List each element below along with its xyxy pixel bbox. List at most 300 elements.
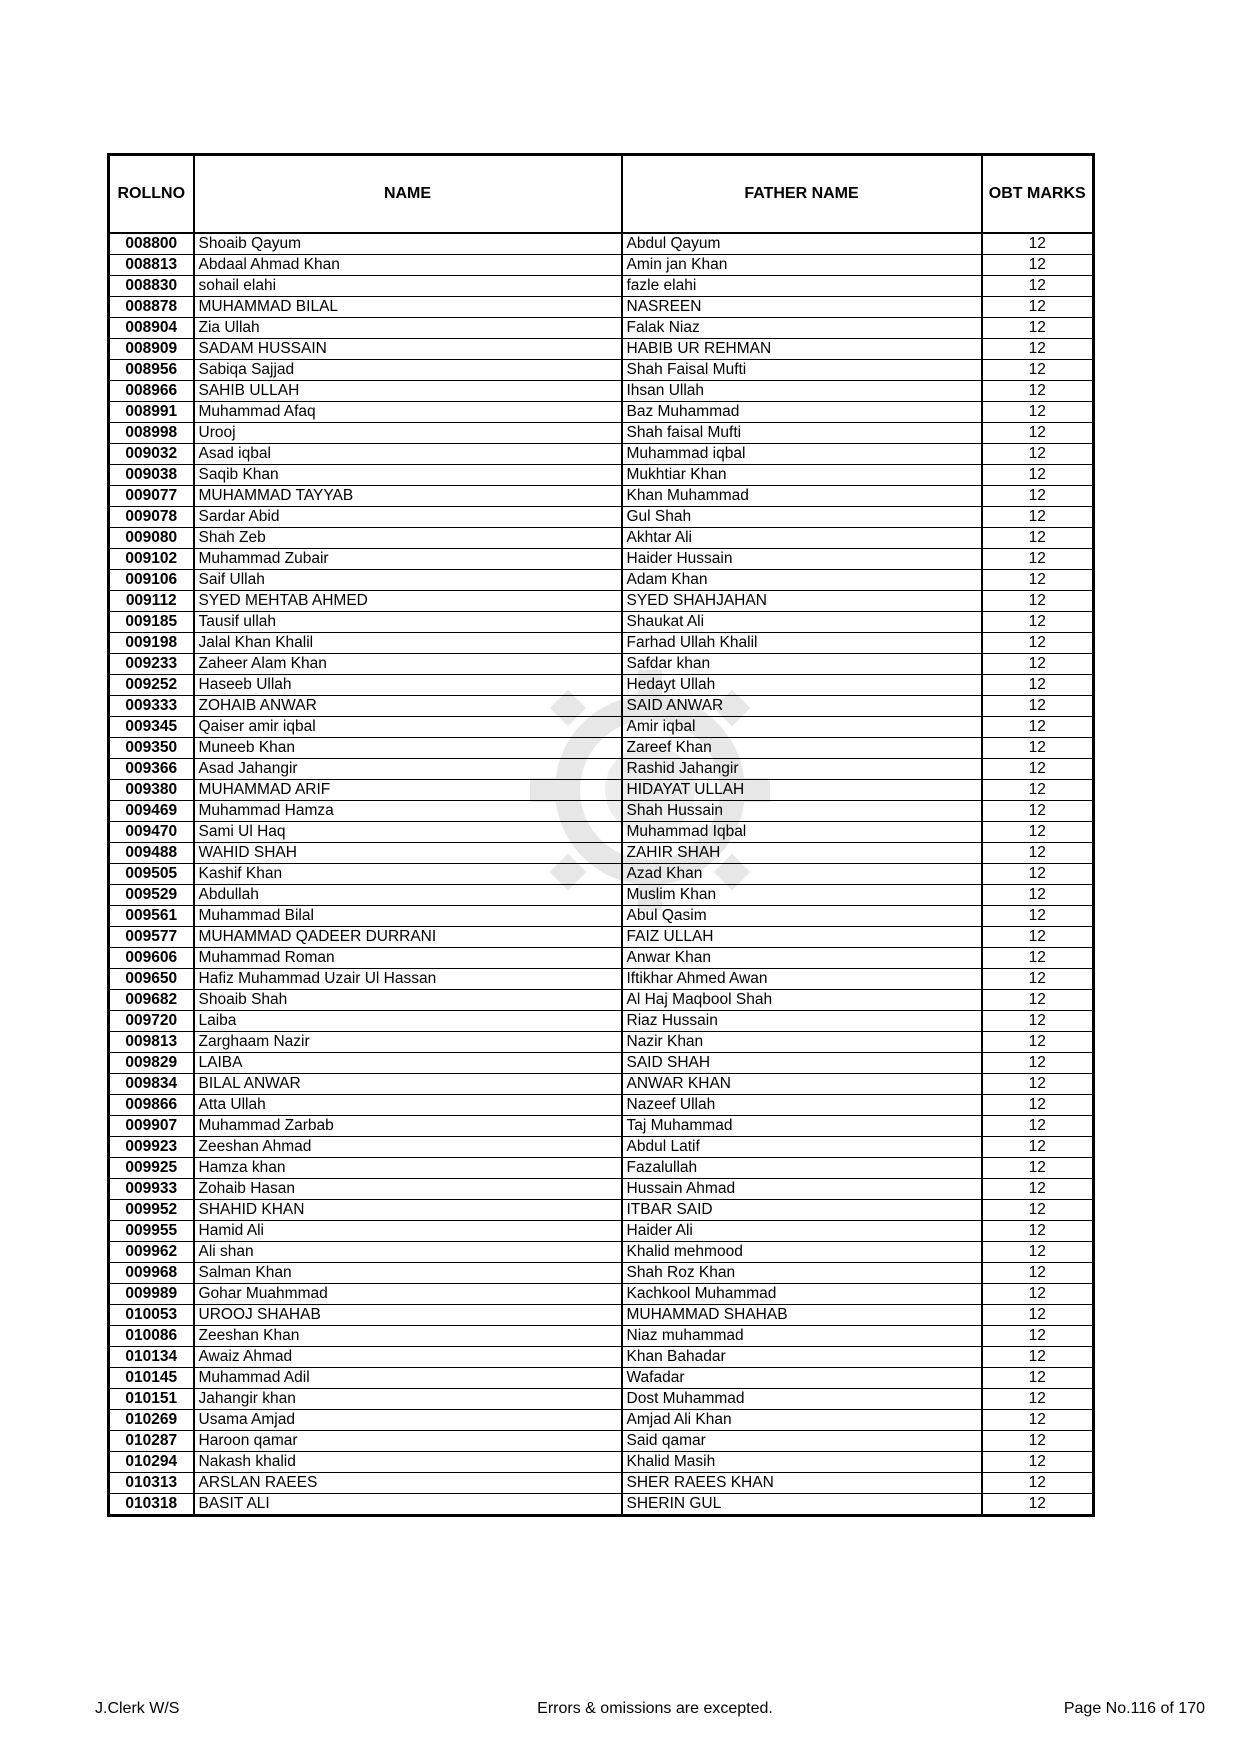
cell-rollno: 008909	[109, 339, 194, 360]
cell-rollno: 009682	[109, 990, 194, 1011]
cell-obt-marks: 12	[982, 1368, 1094, 1389]
cell-obt-marks: 12	[982, 1242, 1094, 1263]
table-row	[109, 1053, 1094, 1074]
cell-obt-marks: 12	[982, 1158, 1094, 1179]
table-row	[109, 1137, 1094, 1158]
cell-name: MUHAMMAD BILAL	[194, 297, 622, 318]
cell-father-name: Muhammad Iqbal	[622, 822, 982, 843]
cell-rollno: 009834	[109, 1074, 194, 1095]
cell-obt-marks: 12	[982, 528, 1094, 549]
cell-rollno: 009038	[109, 465, 194, 486]
cell-rollno: 009112	[109, 591, 194, 612]
cell-father-name: Muslim Khan	[622, 885, 982, 906]
cell-father-name: Khalid Masih	[622, 1452, 982, 1473]
cell-name: Atta Ullah	[194, 1095, 622, 1116]
cell-father-name: Azad Khan	[622, 864, 982, 885]
cell-rollno: 009952	[109, 1200, 194, 1221]
table-row	[109, 1074, 1094, 1095]
table-row	[109, 864, 1094, 885]
table-row	[109, 528, 1094, 549]
cell-father-name: Adam Khan	[622, 570, 982, 591]
table-row	[109, 1473, 1094, 1494]
cell-father-name: SHER RAEES KHAN	[622, 1473, 982, 1494]
header-father-name: FATHER NAME	[622, 155, 982, 234]
cell-rollno: 009968	[109, 1263, 194, 1284]
cell-father-name: Khalid mehmood	[622, 1242, 982, 1263]
cell-father-name: Rashid Jahangir	[622, 759, 982, 780]
cell-father-name: ANWAR KHAN	[622, 1074, 982, 1095]
cell-rollno: 009529	[109, 885, 194, 906]
cell-rollno: 008813	[109, 255, 194, 276]
cell-name: Laiba	[194, 1011, 622, 1032]
cell-obt-marks: 12	[982, 1200, 1094, 1221]
cell-rollno: 009366	[109, 759, 194, 780]
cell-father-name: Shaukat Ali	[622, 612, 982, 633]
cell-rollno: 009032	[109, 444, 194, 465]
table-row	[109, 906, 1094, 927]
table-row	[109, 696, 1094, 717]
table-row	[109, 1284, 1094, 1305]
cell-obt-marks: 12	[982, 1431, 1094, 1452]
cell-rollno: 009233	[109, 654, 194, 675]
cell-father-name: Nazir Khan	[622, 1032, 982, 1053]
cell-rollno: 009933	[109, 1179, 194, 1200]
table-row	[109, 591, 1094, 612]
table-row	[109, 717, 1094, 738]
cell-father-name: SAID SHAH	[622, 1053, 982, 1074]
cell-rollno: 009106	[109, 570, 194, 591]
cell-obt-marks: 12	[982, 381, 1094, 402]
table-row	[109, 1263, 1094, 1284]
table-row	[109, 969, 1094, 990]
footer-page-number: Page No.116 of 170	[1063, 1700, 1205, 1717]
cell-name: MUHAMMAD QADEER DURRANI	[194, 927, 622, 948]
cell-father-name: Muhammad iqbal	[622, 444, 982, 465]
cell-father-name: Anwar Khan	[622, 948, 982, 969]
cell-name: Tausif ullah	[194, 612, 622, 633]
cell-name: LAIBA	[194, 1053, 622, 1074]
cell-father-name: Mukhtiar Khan	[622, 465, 982, 486]
cell-rollno: 008998	[109, 423, 194, 444]
cell-obt-marks: 12	[982, 402, 1094, 423]
table-row	[109, 402, 1094, 423]
cell-father-name: Khan Muhammad	[622, 486, 982, 507]
cell-obt-marks: 12	[982, 1284, 1094, 1305]
cell-father-name: MUHAMMAD SHAHAB	[622, 1305, 982, 1326]
cell-rollno: 008956	[109, 360, 194, 381]
cell-obt-marks: 12	[982, 1389, 1094, 1410]
cell-name: Qaiser amir iqbal	[194, 717, 622, 738]
cell-name: WAHID SHAH	[194, 843, 622, 864]
cell-name: Shoaib Qayum	[194, 233, 622, 255]
cell-obt-marks: 12	[982, 843, 1094, 864]
cell-rollno: 010287	[109, 1431, 194, 1452]
cell-obt-marks: 12	[982, 696, 1094, 717]
table-row	[109, 465, 1094, 486]
table-row	[109, 549, 1094, 570]
cell-name: Zarghaam Nazir	[194, 1032, 622, 1053]
cell-obt-marks: 12	[982, 1410, 1094, 1431]
cell-rollno: 009350	[109, 738, 194, 759]
cell-obt-marks: 12	[982, 654, 1094, 675]
cell-rollno: 010151	[109, 1389, 194, 1410]
cell-rollno: 009333	[109, 696, 194, 717]
cell-name: SAHIB ULLAH	[194, 381, 622, 402]
cell-rollno: 009907	[109, 1116, 194, 1137]
cell-obt-marks: 12	[982, 969, 1094, 990]
cell-obt-marks: 12	[982, 1347, 1094, 1368]
table-row	[109, 444, 1094, 465]
cell-name: ARSLAN RAEES	[194, 1473, 622, 1494]
table-row	[109, 759, 1094, 780]
cell-rollno: 009198	[109, 633, 194, 654]
cell-father-name: Zareef Khan	[622, 738, 982, 759]
table-row	[109, 990, 1094, 1011]
cell-obt-marks: 12	[982, 465, 1094, 486]
table-row	[109, 633, 1094, 654]
cell-obt-marks: 12	[982, 633, 1094, 654]
cell-name: Shoaib Shah	[194, 990, 622, 1011]
cell-obt-marks: 12	[982, 591, 1094, 612]
cell-obt-marks: 12	[982, 927, 1094, 948]
cell-name: Muhammad Zarbab	[194, 1116, 622, 1137]
cell-father-name: fazle elahi	[622, 276, 982, 297]
cell-father-name: Shah faisal Mufti	[622, 423, 982, 444]
cell-name: Muhammad Bilal	[194, 906, 622, 927]
cell-rollno: 008966	[109, 381, 194, 402]
cell-rollno: 009606	[109, 948, 194, 969]
table-row	[109, 1431, 1094, 1452]
cell-name: Saqib Khan	[194, 465, 622, 486]
cell-obt-marks: 12	[982, 990, 1094, 1011]
header-obt-marks: OBT MARKS	[982, 155, 1094, 234]
cell-rollno: 009078	[109, 507, 194, 528]
table-row	[109, 780, 1094, 801]
cell-father-name: Abdul Qayum	[622, 233, 982, 255]
cell-father-name: Shah Hussain	[622, 801, 982, 822]
cell-obt-marks: 12	[982, 906, 1094, 927]
cell-father-name: HIDAYAT ULLAH	[622, 780, 982, 801]
cell-rollno: 008800	[109, 233, 194, 255]
cell-rollno: 009650	[109, 969, 194, 990]
cell-obt-marks: 12	[982, 1116, 1094, 1137]
cell-rollno: 010145	[109, 1368, 194, 1389]
table-row	[109, 507, 1094, 528]
table-row	[109, 1326, 1094, 1347]
cell-rollno: 009077	[109, 486, 194, 507]
cell-name: Shah Zeb	[194, 528, 622, 549]
table-row	[109, 1494, 1094, 1516]
cell-rollno: 009720	[109, 1011, 194, 1032]
footer-clerk: J.Clerk W/S	[95, 1700, 180, 1717]
cell-name: Asad iqbal	[194, 444, 622, 465]
cell-rollno: 009080	[109, 528, 194, 549]
table-row	[109, 675, 1094, 696]
cell-name: Haroon qamar	[194, 1431, 622, 1452]
cell-father-name: FAIZ ULLAH	[622, 927, 982, 948]
table-row	[109, 738, 1094, 759]
cell-name: Awaiz Ahmad	[194, 1347, 622, 1368]
cell-father-name: Iftikhar Ahmed Awan	[622, 969, 982, 990]
table-row	[109, 423, 1094, 444]
cell-obt-marks: 12	[982, 507, 1094, 528]
cell-father-name: Gul Shah	[622, 507, 982, 528]
cell-rollno: 009925	[109, 1158, 194, 1179]
cell-name: Salman Khan	[194, 1263, 622, 1284]
table-row	[109, 360, 1094, 381]
cell-name: BASIT ALI	[194, 1494, 622, 1516]
cell-father-name: Falak Niaz	[622, 318, 982, 339]
cell-name: Haseeb Ullah	[194, 675, 622, 696]
cell-father-name: Kachkool Muhammad	[622, 1284, 982, 1305]
table-row	[109, 1221, 1094, 1242]
cell-name: Zeeshan Ahmad	[194, 1137, 622, 1158]
cell-obt-marks: 12	[982, 1032, 1094, 1053]
table-row	[109, 486, 1094, 507]
cell-rollno: 008830	[109, 276, 194, 297]
cell-rollno: 010053	[109, 1305, 194, 1326]
cell-father-name: Haider Ali	[622, 1221, 982, 1242]
cell-name: Zaheer Alam Khan	[194, 654, 622, 675]
table-row	[109, 1032, 1094, 1053]
cell-father-name: HABIB UR REHMAN	[622, 339, 982, 360]
table-row	[109, 297, 1094, 318]
cell-father-name: Niaz muhammad	[622, 1326, 982, 1347]
cell-obt-marks: 12	[982, 948, 1094, 969]
table-row	[109, 1200, 1094, 1221]
cell-father-name: Taj Muhammad	[622, 1116, 982, 1137]
table-row	[109, 1011, 1094, 1032]
cell-obt-marks: 12	[982, 339, 1094, 360]
cell-obt-marks: 12	[982, 864, 1094, 885]
cell-name: Zohaib Hasan	[194, 1179, 622, 1200]
table-row	[109, 1368, 1094, 1389]
cell-rollno: 009955	[109, 1221, 194, 1242]
table-row	[109, 948, 1094, 969]
table-row	[109, 654, 1094, 675]
table-row	[109, 1242, 1094, 1263]
cell-name: Sabiqa Sajjad	[194, 360, 622, 381]
cell-obt-marks: 12	[982, 780, 1094, 801]
cell-father-name: Hedayt Ullah	[622, 675, 982, 696]
cell-obt-marks: 12	[982, 1473, 1094, 1494]
cell-rollno: 009866	[109, 1095, 194, 1116]
cell-obt-marks: 12	[982, 1074, 1094, 1095]
cell-rollno: 009829	[109, 1053, 194, 1074]
cell-father-name: Dost Muhammad	[622, 1389, 982, 1410]
cell-obt-marks: 12	[982, 822, 1094, 843]
cell-obt-marks: 12	[982, 738, 1094, 759]
cell-name: Muhammad Adil	[194, 1368, 622, 1389]
cell-rollno: 009813	[109, 1032, 194, 1053]
cell-father-name: Amir iqbal	[622, 717, 982, 738]
table-row	[109, 1179, 1094, 1200]
cell-obt-marks: 12	[982, 1494, 1094, 1516]
cell-rollno: 009923	[109, 1137, 194, 1158]
cell-obt-marks: 12	[982, 1137, 1094, 1158]
table-row	[109, 233, 1094, 255]
cell-father-name: SYED SHAHJAHAN	[622, 591, 982, 612]
table-row	[109, 843, 1094, 864]
cell-obt-marks: 12	[982, 423, 1094, 444]
cell-father-name: SAID ANWAR	[622, 696, 982, 717]
table-row	[109, 1158, 1094, 1179]
cell-rollno: 009505	[109, 864, 194, 885]
cell-rollno: 008991	[109, 402, 194, 423]
cell-obt-marks: 12	[982, 759, 1094, 780]
cell-obt-marks: 12	[982, 318, 1094, 339]
cell-name: Nakash khalid	[194, 1452, 622, 1473]
cell-obt-marks: 12	[982, 276, 1094, 297]
cell-name: Muhammad Afaq	[194, 402, 622, 423]
table-row	[109, 570, 1094, 591]
cell-rollno: 010313	[109, 1473, 194, 1494]
table-row	[109, 1452, 1094, 1473]
cell-rollno: 009185	[109, 612, 194, 633]
cell-rollno: 010086	[109, 1326, 194, 1347]
cell-father-name: ITBAR SAID	[622, 1200, 982, 1221]
cell-name: Asad Jahangir	[194, 759, 622, 780]
cell-name: Muhammad Roman	[194, 948, 622, 969]
cell-obt-marks: 12	[982, 1095, 1094, 1116]
cell-obt-marks: 12	[982, 233, 1094, 255]
cell-name: ZOHAIB ANWAR	[194, 696, 622, 717]
cell-father-name: Shah Faisal Mufti	[622, 360, 982, 381]
cell-rollno: 009989	[109, 1284, 194, 1305]
cell-rollno: 009102	[109, 549, 194, 570]
cell-obt-marks: 12	[982, 1053, 1094, 1074]
cell-name: Kashif Khan	[194, 864, 622, 885]
cell-rollno: 010269	[109, 1410, 194, 1431]
cell-obt-marks: 12	[982, 1326, 1094, 1347]
table-row	[109, 1389, 1094, 1410]
cell-father-name: Safdar khan	[622, 654, 982, 675]
cell-father-name: Ihsan Ullah	[622, 381, 982, 402]
cell-obt-marks: 12	[982, 444, 1094, 465]
cell-rollno: 009380	[109, 780, 194, 801]
table-row	[109, 801, 1094, 822]
cell-obt-marks: 12	[982, 297, 1094, 318]
cell-rollno: 009469	[109, 801, 194, 822]
cell-father-name: SHERIN GUL	[622, 1494, 982, 1516]
cell-obt-marks: 12	[982, 675, 1094, 696]
cell-rollno: 010134	[109, 1347, 194, 1368]
cell-name: Hamza khan	[194, 1158, 622, 1179]
cell-obt-marks: 12	[982, 360, 1094, 381]
table-row	[109, 381, 1094, 402]
cell-name: Usama Amjad	[194, 1410, 622, 1431]
cell-father-name: Said qamar	[622, 1431, 982, 1452]
table-row	[109, 612, 1094, 633]
cell-father-name: Khan Bahadar	[622, 1347, 982, 1368]
cell-name: Abdaal Ahmad Khan	[194, 255, 622, 276]
cell-obt-marks: 12	[982, 801, 1094, 822]
cell-name: Sardar Abid	[194, 507, 622, 528]
cell-obt-marks: 12	[982, 885, 1094, 906]
cell-rollno: 008904	[109, 318, 194, 339]
table-row	[109, 318, 1094, 339]
cell-father-name: NASREEN	[622, 297, 982, 318]
cell-name: Jalal Khan Khalil	[194, 633, 622, 654]
cell-father-name: Farhad Ullah Khalil	[622, 633, 982, 654]
table-row	[109, 822, 1094, 843]
cell-name: SHAHID KHAN	[194, 1200, 622, 1221]
cell-name: Ali shan	[194, 1242, 622, 1263]
results-table	[107, 153, 1095, 1517]
cell-rollno: 008878	[109, 297, 194, 318]
cell-obt-marks: 12	[982, 570, 1094, 591]
cell-name: Abdullah	[194, 885, 622, 906]
table-row	[109, 927, 1094, 948]
cell-name: Saif Ullah	[194, 570, 622, 591]
cell-rollno: 009561	[109, 906, 194, 927]
cell-father-name: Amin jan Khan	[622, 255, 982, 276]
cell-father-name: Abul Qasim	[622, 906, 982, 927]
cell-name: Zia Ullah	[194, 318, 622, 339]
table-row	[109, 1347, 1094, 1368]
header-rollno: ROLLNO	[109, 155, 194, 234]
table-row	[109, 885, 1094, 906]
cell-rollno: 009962	[109, 1242, 194, 1263]
cell-name: MUHAMMAD TAYYAB	[194, 486, 622, 507]
cell-name: MUHAMMAD ARIF	[194, 780, 622, 801]
table-row	[109, 276, 1094, 297]
cell-rollno: 009577	[109, 927, 194, 948]
cell-rollno: 009252	[109, 675, 194, 696]
cell-name: Urooj	[194, 423, 622, 444]
cell-obt-marks: 12	[982, 1452, 1094, 1473]
cell-name: Sami Ul Haq	[194, 822, 622, 843]
cell-name: Zeeshan Khan	[194, 1326, 622, 1347]
cell-obt-marks: 12	[982, 1263, 1094, 1284]
cell-name: Hafiz Muhammad Uzair Ul Hassan	[194, 969, 622, 990]
cell-rollno: 010294	[109, 1452, 194, 1473]
cell-obt-marks: 12	[982, 1305, 1094, 1326]
table-header-row	[109, 155, 1094, 234]
cell-name: sohail elahi	[194, 276, 622, 297]
cell-name: SADAM HUSSAIN	[194, 339, 622, 360]
cell-obt-marks: 12	[982, 549, 1094, 570]
cell-father-name: Amjad Ali Khan	[622, 1410, 982, 1431]
cell-name: SYED MEHTAB AHMED	[194, 591, 622, 612]
cell-obt-marks: 12	[982, 1179, 1094, 1200]
cell-father-name: Abdul Latif	[622, 1137, 982, 1158]
cell-name: Muhammad Zubair	[194, 549, 622, 570]
cell-obt-marks: 12	[982, 255, 1094, 276]
cell-father-name: ZAHIR SHAH	[622, 843, 982, 864]
cell-name: Muneeb Khan	[194, 738, 622, 759]
cell-rollno: 009345	[109, 717, 194, 738]
cell-name: Gohar Muahmmad	[194, 1284, 622, 1305]
cell-father-name: Akhtar Ali	[622, 528, 982, 549]
cell-name: Hamid Ali	[194, 1221, 622, 1242]
table-row	[109, 1305, 1094, 1326]
cell-father-name: Wafadar	[622, 1368, 982, 1389]
cell-obt-marks: 12	[982, 1221, 1094, 1242]
table-row	[109, 1116, 1094, 1137]
header-name: NAME	[194, 155, 622, 234]
cell-father-name: Hussain Ahmad	[622, 1179, 982, 1200]
cell-rollno: 009488	[109, 843, 194, 864]
cell-name: Muhammad Hamza	[194, 801, 622, 822]
table-row	[109, 255, 1094, 276]
table-row	[109, 339, 1094, 360]
cell-father-name: Haider Hussain	[622, 549, 982, 570]
cell-father-name: Al Haj Maqbool Shah	[622, 990, 982, 1011]
cell-father-name: Baz Muhammad	[622, 402, 982, 423]
cell-rollno: 010318	[109, 1494, 194, 1516]
cell-father-name: Nazeef Ullah	[622, 1095, 982, 1116]
